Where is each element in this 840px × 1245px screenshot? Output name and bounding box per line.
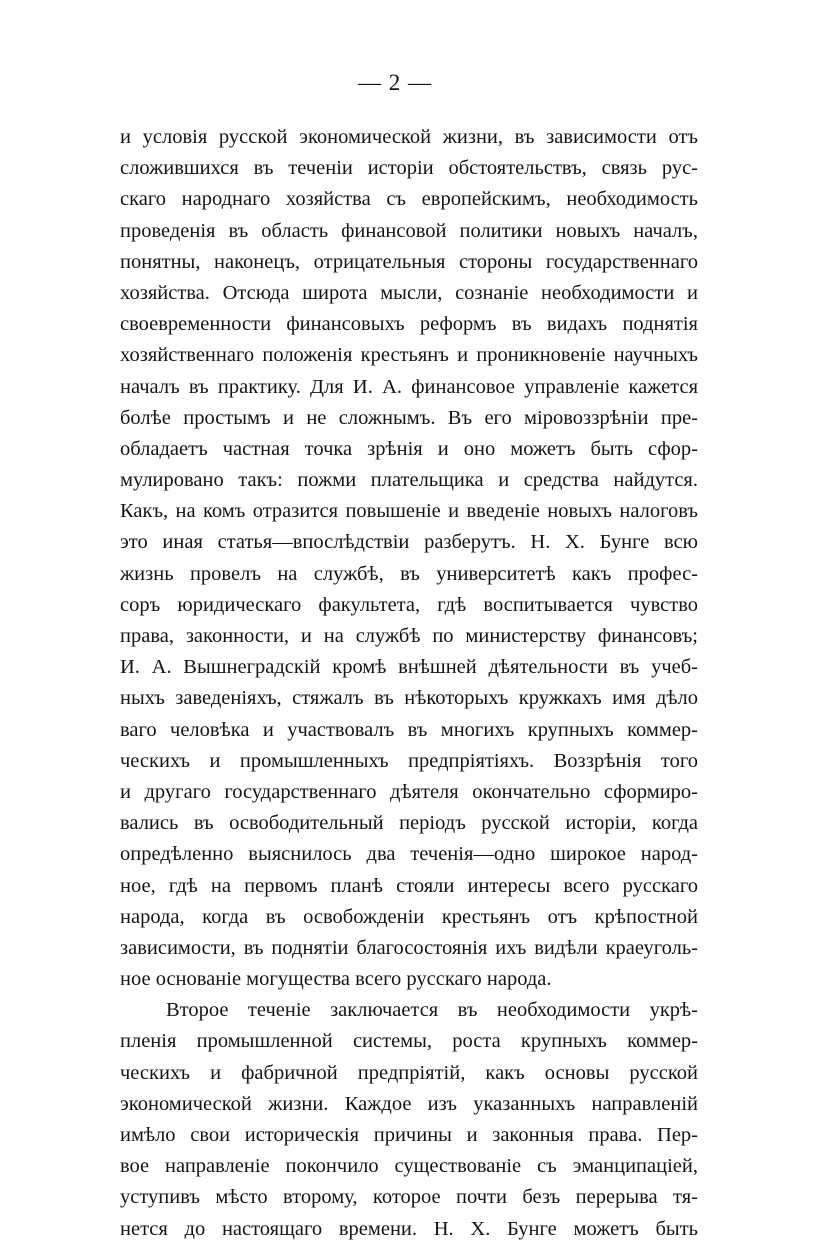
- text-line: скаго народнаго хозяйства съ европейскимъ, необходимость: [120, 188, 698, 211]
- text-line: Какъ, на комъ отразится повышеніе и введеніе новыхъ налоговъ: [120, 500, 698, 523]
- text-line: это иная статья—впослѣдствіи разберутъ. Н. Х. Бунге всю: [120, 531, 698, 554]
- page-number: — 2 —: [358, 70, 432, 95]
- text-line: народа, когда въ освобожденіи крестьянъ отъ крѣпостной: [120, 905, 698, 928]
- text-line: ное, гдѣ на первомъ планѣ стояли интересы всего русскаго: [120, 874, 698, 897]
- text-line: хозяйственнаго положенія крестьянъ и проникновеніе научныхъ: [120, 344, 698, 367]
- text-line: и другаго государственнаго дѣятеля окончательно сформиро-: [120, 780, 698, 803]
- body-text: [120, 122, 698, 1245]
- text-line: соръ юридическаго факультета, гдѣ воспитывается чувство: [120, 593, 698, 616]
- text-line: вались въ освободительный періодъ русской исторіи, когда: [120, 812, 698, 835]
- paragraph-1: [120, 122, 698, 995]
- text-line: имѣло свои историческія причины и законныя права. Пер-: [120, 1124, 698, 1146]
- text-line: своевременности финансовыхъ реформъ въ видахъ поднятія: [120, 313, 698, 336]
- text-line: вое направленіе покончило существованіе съ эманципаціей,: [120, 1155, 698, 1178]
- text-line: И. А. Вышнеградскій кромѣ внѣшней дѣятельности въ учеб-: [120, 656, 698, 679]
- text-line: зависимости, въ поднятіи благосостоянія ихъ видѣли краеуголь-: [120, 936, 698, 959]
- text-line: хозяйства. Отсюда широта мысли, сознаніе необходимости и: [120, 281, 698, 304]
- text-line: жизнь провелъ на службѣ, въ университетѣ какъ профес-: [120, 562, 698, 585]
- text-line: ваго человѣка и участвовалъ въ многихъ крупныхъ коммер-: [120, 718, 698, 741]
- text-line: пленія промышленной системы, роста крупныхъ коммер-: [120, 1030, 698, 1053]
- text-line: проведенія въ область финансовой политики новыхъ началъ,: [120, 219, 698, 242]
- text-line: ческихъ и промышленныхъ предпріятіяхъ. Воззрѣнія того: [120, 749, 698, 772]
- text-line: обладаетъ частная точка зрѣнія и оно можетъ быть сфор-: [120, 437, 698, 460]
- text-line: понятны, наконецъ, отрицательныя стороны государственнаго: [120, 250, 698, 273]
- text-line: и условія русской экономической жизни, въ зависимости отъ: [120, 126, 698, 148]
- text-line: Второе теченіе заключается въ необходимости укрѣ-: [166, 999, 698, 1022]
- text-line: уступивъ мѣсто второму, которое почти безъ перерыва тя-: [120, 1186, 698, 1209]
- text-line: экономической жизни. Каждое изъ указанныхъ направленій: [120, 1092, 698, 1115]
- text-line: мулировано такъ: пожми плательщика и средства найдутся.: [120, 469, 698, 492]
- text-line: нется до настоящаго времени. Н. Х. Бунге можетъ быть: [120, 1217, 698, 1240]
- text-line: ныхъ заведеніяхъ, стяжалъ въ нѣкоторыхъ кружкахъ имя дѣло: [120, 687, 698, 710]
- text-line: болѣе простымъ и не сложнымъ. Въ его міровоззрѣніи пре-: [120, 406, 698, 429]
- text-line: началъ въ практику. Для И. А. финансовое управленіе кажется: [120, 375, 698, 398]
- paragraph-2: [120, 995, 698, 1245]
- text-line: права, законности, и на службѣ по министерству финансовъ;: [120, 625, 698, 647]
- text-line: ческихъ и фабричной предпріятій, какъ основы русской: [120, 1061, 698, 1084]
- text-line: ное основаніе могущества всего русскаго народа.: [120, 968, 552, 991]
- text-line: сложившихся въ теченіи исторіи обстоятельствъ, связь рус-: [120, 157, 698, 180]
- text-line: опредѣленно выяснилось два теченія—одно широкое народ-: [120, 843, 698, 866]
